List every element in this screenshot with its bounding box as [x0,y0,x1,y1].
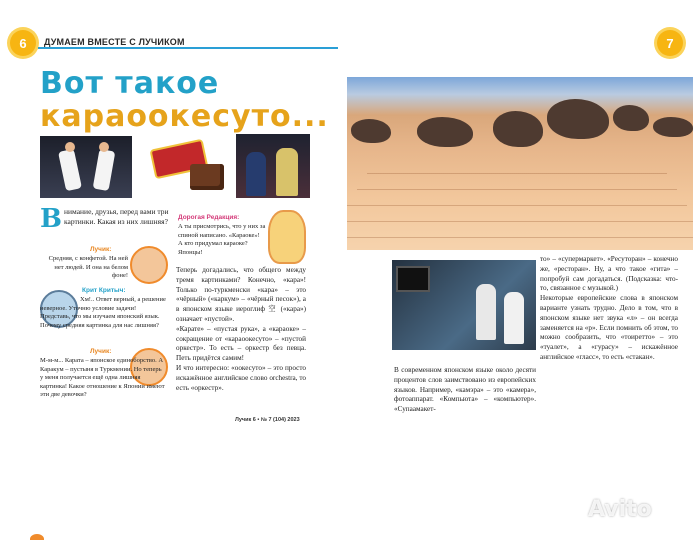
dropcap: В [40,204,62,234]
article-column-middle: Теперь догадались, что общего между тремя картинками? Конечно, «кара»! Только по-туркменски «кара» – это «чёрный» («каркум» – «чёрный песок»), а в японском языке иероглиф 空 («кара») означает «пустой». «Карате» – «пустая рука», а «караоке» – сокращение от «караоокесуто» – «пустой оркестр». То есть – оркестр без певца. Петь придётся самим! И что интересно: «оокесуто» – это просто искажённое английское слово orchestra, то есть «оркестр». [176,266,306,392]
article-title-line2: караоокесуто... [40,99,329,134]
speaker-editor: Дорогая Редакция: [178,214,240,221]
issue-footer: Лучик 6 • № 7 (104) 2023 [235,417,300,423]
karaoke-room-photo [392,260,536,350]
article-title-line1: Вот такое [40,66,220,101]
avatar-boy-icon [130,246,168,284]
corner-decoration [30,534,44,540]
speaker-luchik-2: Лучик: [90,348,112,355]
speaker-krit: Крит Критыч: [82,287,126,294]
article-column-right-b: то» – «супермаркет». «Ресуторан» – конечно же, «ресторан». Ну, а что такое «гита» – попробуй сам догадаться. (Подсказка: что-то, связанное с музыкой.) Некоторые европейские слова в японском варианте узнать трудно. Дело в том, что в японском языке нет звука «л» – он всегда заменяется на «р». Если помнить об этом, то можно сообразить, что «тоиретто» – это «туалет», а «гурасу» – искажённое английское «гласс», то есть «стакан». [540,255,678,361]
sun-icon [10,30,36,56]
page-number-left: 6 [19,35,27,51]
karate-photo [40,136,132,198]
intro-text [40,204,174,234]
speaker-luchik-1: Лучик: [90,246,112,253]
article-column-right-a: В современном японском языке около десяти процентов слов заимствовано из европейских языков. Например, «камэра» – это «камера», фотоаппарат. «Компьюта» – «компьютер». «Супаамакет- [394,366,536,414]
intro-body: нимание, друзья, перед вами три картинки. Какая из них лишняя? [63,207,169,226]
luchik-reply-2: М-м-м... Карата – японское единоборство. А Каракум – пустыня в Туркмении. Но теперь у меня получается ещё одна лишняя картинка! Какое отношение к Японии имеют эти две девочки? [40,357,165,398]
luchik-reply-1: Средняя, с конфетой. На ней нет людей. И она на белом фоне! [48,255,128,279]
header-rule [38,47,338,49]
sun-icon [657,30,683,56]
krit-reply: Хм!.. Ответ верный, а решение неверное. Уточню условие задачи! Представь, что мы изучаем японский язык. Почему средняя картинка для нас лишняя? [40,296,166,329]
page-number-right: 7 [666,35,674,51]
section-title: ДУМАЕМ ВМЕСТЕ С ЛУЧИКОМ [44,37,185,47]
avatar-girl-icon [268,210,306,264]
karaoke-girls-photo [236,134,310,198]
desert-photo [347,77,693,250]
candy-photo [146,138,230,196]
avito-watermark: Avito [588,497,652,522]
editor-reply: А ты присмотрись, что у них за спиной написано. «Караоке»! А кто придумал караоке? Японцы! [178,223,266,256]
